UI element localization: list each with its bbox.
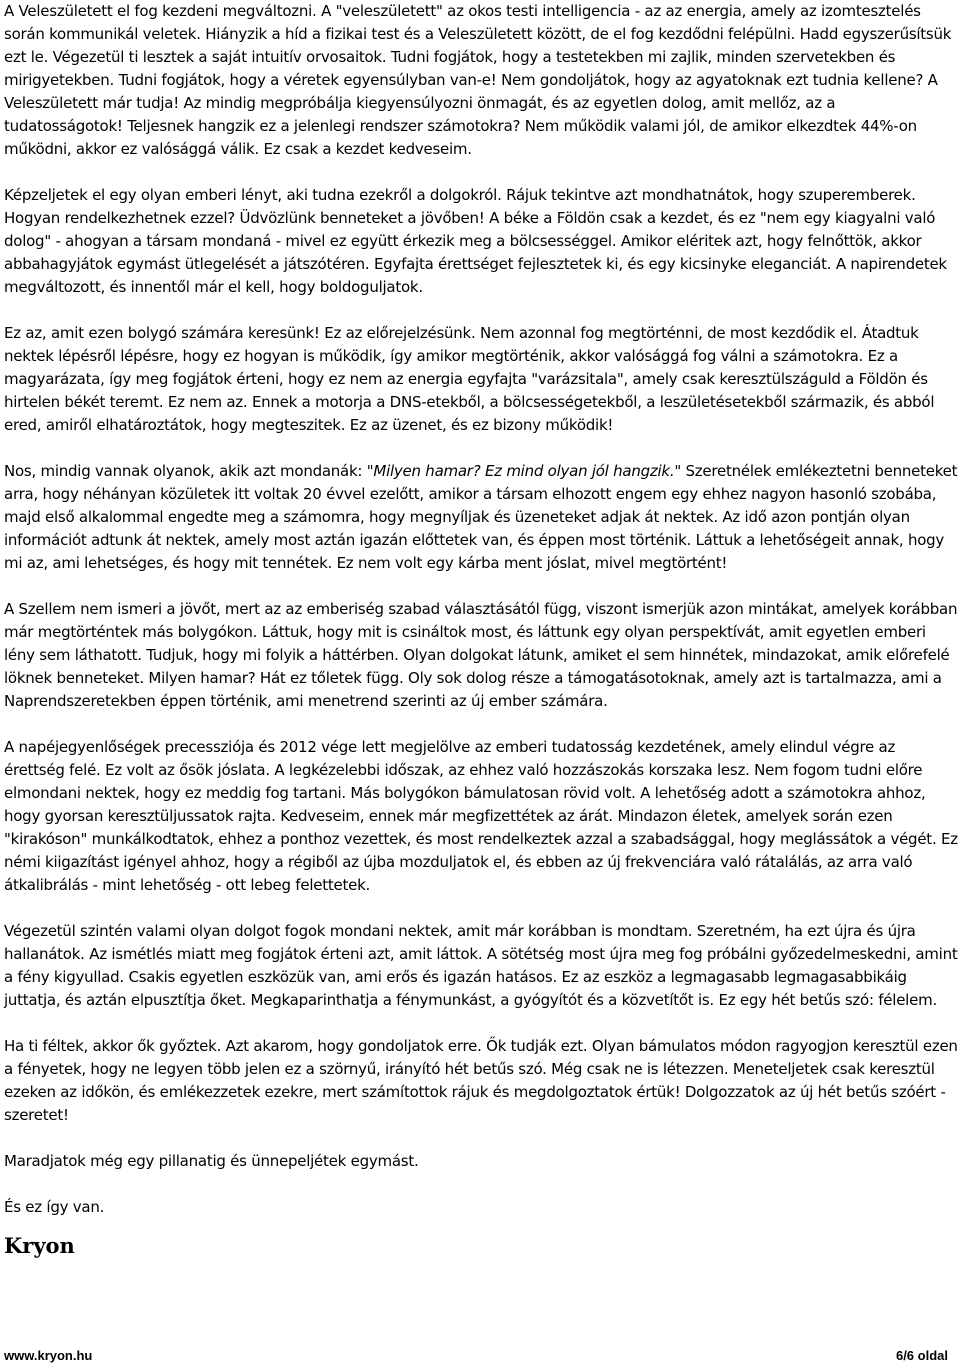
text: Nos, mindig vannak olyanok, akik azt mondanák: — [4, 462, 367, 480]
paragraph: Ha ti féltek, akkor ők győztek. Azt akarom, hogy gondoljatok erre. Ők tudják ezt. Olyan bámulatos módon ragyogjon keresztül ezen a fényetek, hogy ne legyen több jelen ez a szörnyű, irányító hét betűs szó. Még csak ne is létezzen. Meneteljetek csak keresztül ezeken az időkön, és emlékezzetek ezekre, mert számítottok rájuk és megdolgoztatok értük! Dolgozzatok az új hét betűs szóért - szeretet! — [4, 1037, 958, 1124]
paragraph: Ez az, amit ezen bolygó számára keresünk! Ez az előrejelzésünk. Nem azonnal fog megtörténni, de most kezdődik el. Átadtuk nektek lépésről lépésre, hogy ez hogyan is működik, így amikor megtörténik, akkor valósággá fog válni a számotokra. Ez a magyarázata, így meg fogjátok érteni, hogy ez nem az energia egyfajta "varázsitala", amely csak keresztülszáguld a Földön és hirtelen békét teremt. Ez nem az. Ennek a motorja a DNS-etekből, a bölcsességetekből, a leszületésetekből származik, és abból ered, amiről elhatároztátok, hogy megteszitek. Ez az üzenet, és ez bizony működik! — [4, 324, 935, 434]
paragraph: Maradjatok még egy pillanatig és ünnepeljétek egymást. — [4, 1152, 419, 1170]
paragraph: És ez így van. — [4, 1198, 105, 1216]
document-body — [4, 0, 958, 1219]
text: Láttuk a lehetőségeit annak, hogy mi az, ami lehetséges, és hogy mit tennétek. Ez nem volt egy kárba ment jóslat, mivel megtörtént! — [4, 531, 945, 572]
page-number: 6/6 oldal — [895, 1348, 948, 1363]
paragraph: A Szellem nem ismeri a jövőt, mert az az emberiség szabad választásától függ, viszont ismerjük azon mintákat, amelyek korábban már megtörténtek más bolygókon. Láttuk, hogy mit is csináltok most, és láttunk egy olyan perspektívát, amit egyetlen emberi lény sem láthatott. Tudjuk, hogy mi folyik a háttérben. Olyan dolgokat látunk, amiket el sem hinnétek, mindazokat, amik előrefelé löknek benneteket. Milyen hamar? Hát ez tőletek függ. Oly sok dolog része a támogatásotoknak, amely azt is tartalmazza, ami a Naprendszeretekben éppen történik, ami menetrend szerinti az új ember számára. — [4, 600, 958, 710]
quoted-text: "Milyen hamar? Ez mind olyan jól hangzik. — [366, 462, 675, 480]
signature: Kryon — [4, 1233, 75, 1258]
footer-url-link[interactable]: www.kryon.hu — [4, 1348, 93, 1363]
paragraph: A napéjegyenlőségek precessziója és 2012 vége lett megjelölve az emberi tudatosság kezdetének, amely elindul végre az érettség felé. Ez volt az ősök jóslata. A legkézelebbi időszak, az ehhez való hozzászokás korszaka lesz. Nem fogom tudni előre elmondani nektek, hogy ez meddig fog tartani. Más bolygókon bámulatosan rövid volt. A lehetőség adott a számotokra ahhoz, hogy gyorsan keresztüljussatok rajta. Kedveseim, ennek már megfizettétek az árát. Mindazon életek, amelyek során ezen "kirakóson" munkálkodtatok, ehhez a ponthoz vezettek, és most rendelkeztek azzal a szabadsággal, hogy meglássátok a végét. Ez némi kiigazítást igényel ahhoz, hogy a régiből az újba mozduljatok el, és ebben az új frekvenciára való rátalálás, az arra való átkalibrálás - mint lehetőség - ott lebeg felettetek. — [4, 738, 958, 894]
paragraph-with-quote — [4, 460, 958, 575]
paragraph: Képzeljetek el egy olyan emberi lényt, aki tudna ezekről a dolgokról. Rájuk tekintve azt mondhatnátok, hogy szuperemberek. Hogyan rendelkezhetnek ezzel? Üdvözlünk benneteket a jövőben! A béke a Földön csak a kezdet, és ez "nem egy kiagyalni való dolog" - ahogyan a társam mondaná - mivel ez együtt érkezik meg a bölcsességgel. Amikor eléritek azt, hogy felnőttök, akkor abbahagyjátok egymást ütlegelését a játszótéren. Egyfajta érettséget fejlesztetek ki, és egy kicsinyke eleganciát. A napirendetek megváltozott, és innentől már el kell, hogy boldoguljatok. — [4, 186, 947, 296]
paragraph: A Veleszületett el fog kezdeni megváltozni. A "veleszületett" az okos testi intelligencia - az az energia, amely az izomtesztelés során kommunikál veletek. Hiányzik a híd a fizikai test és a Veleszületett között, de el fog kezdődni felépülni. Hadd egyszerűsítsük ezt le. Végezetül ti lesztek a saját intuitív orvosaitok. Tudni fogjátok, hogy a testetekben mi zajlik, minden szervetekben és mirigyetekben. Tudni fogjátok, hogy a véretek egyensúlyban van-e! Nem gondoljátok, hogy az agyatoknak ezt tudnia kellene? A Veleszületett már tudja! Az mindig megpróbálja kiegyensúlyozni önmagát, és az egyetlen dolog, amit mellőz, az a tudatosságotok! Teljesnek hangzik ez a jelenlegi rendszer számotokra? Nem működik valami jól, de amikor elkezdtek 44%-on működni, akkor ez valósággá válik. Ez csak a kezdet kedveseim. — [4, 2, 952, 158]
paragraph: Végezetül szintén valami olyan dolgot fogok mondani nektek, amit már korábban is mondtam. Szeretném, ha ezt újra és újra hallanátok. Az ismétlés miatt meg fogjátok érteni azt, amit láttok. A sötétség most újra meg fog próbálni győzedelmeskedni, amint a fény kigyullad. Csakis egyetlen eszközük van, ami erős és igazán hatásos. Ez az eszköz a legmagasabb legmagasabbikáig juttatja, és aztán elpusztítja őket. Megkaparinthatja a fénymunkást, a gyógyítót és a közvetítőt is. Ez egy hét betűs szó: félelem. — [4, 922, 958, 1009]
text: " Szeretnélek emlékeztetni benneteket arra, hogy néhányan közületek itt voltak 20 évvel ezelőtt, amikor a társam elhozott engem egy ehhez nagyon hasonló szobába, majd első alkalommal engedte meg a számomra, hogy megnyíljak és üzeneteket adjak át nektek. Az idő azon pontján olyan információt adtunk át nektek, amely most aztán igazán előttetek van, és éppen most történik. — [4, 462, 958, 549]
